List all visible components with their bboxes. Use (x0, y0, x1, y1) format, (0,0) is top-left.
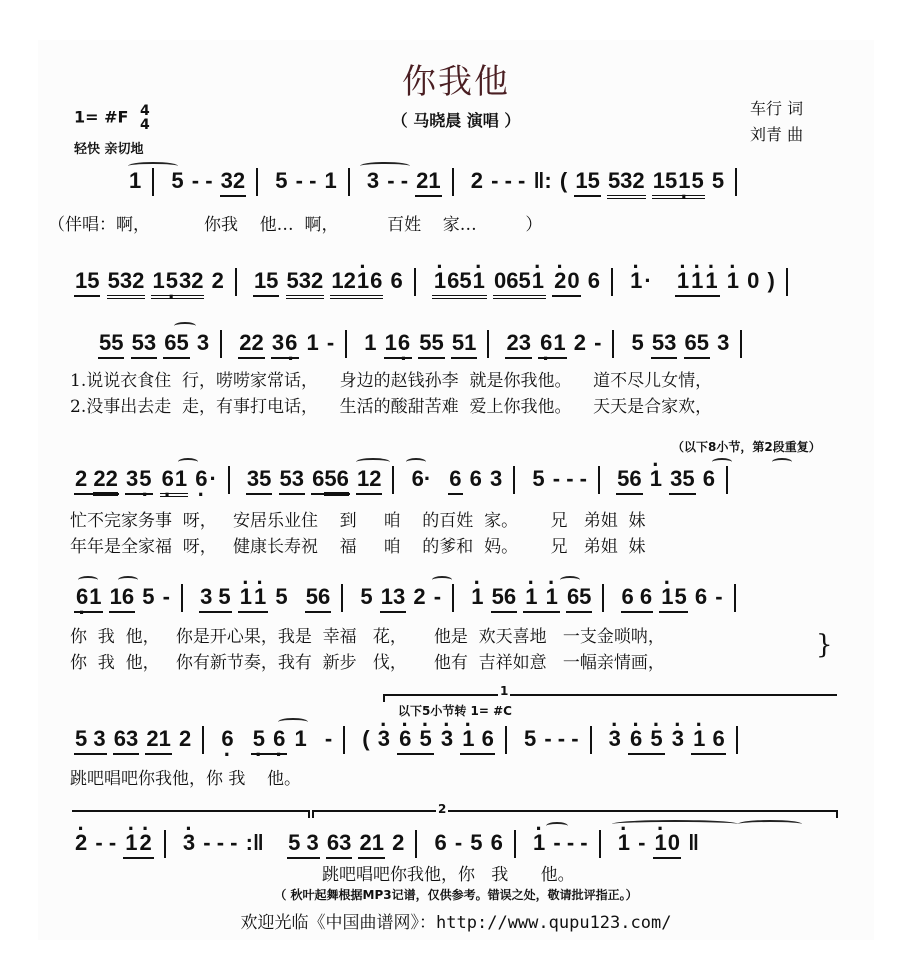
slur (178, 458, 198, 466)
notation: · 2 - - · 1· 2 · 3 - - - :‖ 5 3 63 21 2 6 - 5 6 · 1 - - - · 1 - · 10 ‖ (74, 830, 700, 859)
volta-1-bracket (383, 694, 837, 702)
notation: 6 ·1 16 5 - 3 5 · 1· 1 5 56 5 13 2 - · 1 56 · 1 · 1 65 6 6 · 15 6 - (74, 584, 746, 613)
volta-1-label: 1 (500, 684, 509, 698)
slur (432, 576, 452, 584)
transcription-note: （ 秋叶起舞根据MP3记谱，仅供参考。错误之处，敬请批评指正。） (274, 888, 638, 902)
lyrics-verse-2: 2.没事出去走 走，有事打电话， 生活的酸甜苦难 爱上你我他。 天天是合家欢， (70, 397, 713, 417)
notation: 1 5 - - 32 5 - - 1 3 - - 21 2 - - - ‖: ( 15 532 151 ·5 5 (128, 168, 747, 199)
lyrics-row-6: 跳吧唱吧你我他，你 我 他。 (70, 769, 302, 789)
lyrics-verse-2: 你 我 他， 你有新节奏，我有 新步 伐， 他有 吉祥如意 一幅亲情画， (70, 653, 665, 673)
key-label: 1= #F (74, 107, 129, 127)
composer: 刘青 曲 (750, 125, 804, 144)
slur (174, 322, 196, 330)
time-signature: 4 4 (140, 103, 150, 133)
volta-2-bracket (312, 810, 838, 818)
slur (278, 718, 308, 726)
notation: 5 3 63 21 2 6 · 5 · 6 · 1 - ( · 3 · 6 · 5 · 3 · 1 6 5 - - - · 3 · 6 · 5 · 3 · 1 6 (74, 726, 748, 755)
key-signature (74, 104, 150, 132)
song-title: 你我他 (402, 62, 510, 102)
key-change-annotation: 以下5小节转 1= #C (398, 704, 512, 718)
slur (78, 576, 98, 584)
notation: 55 53 65 3 22 36 · 1 - 1 16 · 55 51 23 6 ·1 2 - 5 53 65 3 (98, 330, 752, 359)
notation: 15 532 15 ·32 2 15 532 12· 16 6 · 165· 1 065· 1 · 20 6 · 1· · 1· 1· 1 · 1 0 ) (74, 268, 798, 299)
lyrics-verse-1: 忙不完家务事 呀， 安居乐业住 到 咱 的百姓 家。 兄 弟姐 妹 (70, 511, 646, 531)
lyricist: 车行 词 (750, 99, 804, 118)
repeat-annotation: （以下8小节，第2段重复） (672, 440, 821, 454)
credits (750, 96, 803, 148)
brace: } (816, 630, 833, 660)
volta-2-label: 2 (438, 802, 447, 816)
slur (772, 458, 792, 466)
slur (546, 822, 568, 830)
lyrics-verse-2: 年年是全家福 呀， 健康长寿祝 福 咱 的爹和 妈。 兄 弟姐 妹 (70, 537, 646, 557)
lyrics-verse-1: 1.说说衣食住 行，唠唠家常话， 身边的赵钱孙李 就是你我他。 道不尽儿女情， (70, 371, 713, 391)
slur (118, 576, 138, 584)
lyrics-row-1: （伴唱：啊， 你我 他… 啊， 百姓 家… ） (48, 215, 543, 235)
site-credit: 欢迎光临《中国曲谱网》：http://www.qupu123.com/ (240, 913, 672, 933)
slur (356, 458, 390, 466)
lyrics-verse-1: 你 我 他， 你是开心果，我是 幸福 花， 他是 欢天喜地 一支金唢呐， (70, 627, 665, 647)
singer-credit: （ 马晓晨 演唱 ） (391, 111, 521, 130)
slur (712, 458, 732, 466)
lyrics-row-7: 跳吧唱吧你我他，你 我 他。 (322, 865, 575, 885)
notation: 2 22 35 · 6 ·1 6 ·· 35 53 656 12 6· 6 6 3 5 - - - 56 · 1 35 6 (74, 466, 738, 497)
slur (560, 576, 580, 584)
tie (612, 820, 738, 828)
slur (406, 458, 426, 466)
tie (738, 820, 802, 828)
tempo-marking: 轻快 亲切地 (74, 142, 144, 157)
